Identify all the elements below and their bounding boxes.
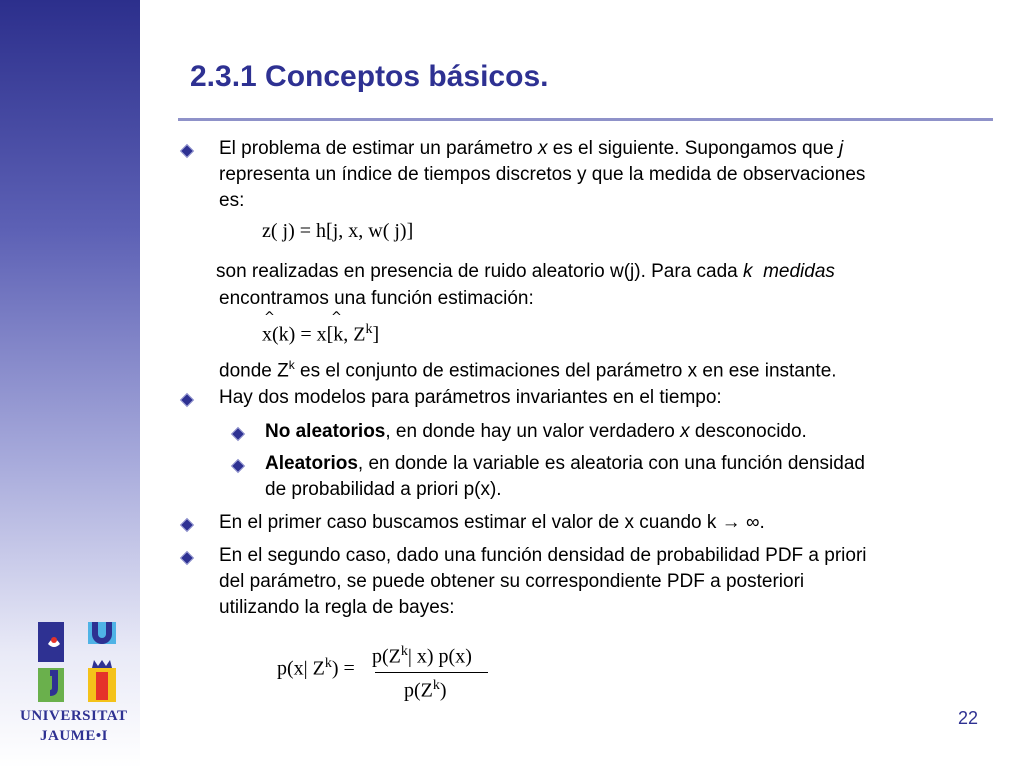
hat-symbol: ^ <box>264 310 275 325</box>
bullet-4-line-1: En el segundo caso, dado una función densidad de probabilidad PDF a priori <box>219 545 867 566</box>
text-medidas: medidas <box>763 261 835 282</box>
university-name-line-2: JAUME•I <box>40 728 108 744</box>
page-number: 22 <box>958 708 979 728</box>
title-divider <box>178 118 993 121</box>
bullet-2-text: Hay dos modelos para parámetros invariantes en el tiempo: <box>219 387 722 408</box>
bullet-diamond-icon <box>180 518 194 532</box>
sub-bullet-diamond-icon <box>231 459 245 473</box>
bullet-diamond-icon <box>180 393 194 407</box>
superscript-k: k <box>288 358 295 372</box>
bayes-lhs-end: ) = <box>331 657 355 680</box>
hat-symbol: ^ <box>331 310 342 325</box>
fraction-bar <box>375 672 488 673</box>
text-segment: es el siguiente. Supongamos que <box>547 138 839 159</box>
superscript-k: k <box>400 644 408 659</box>
slide-title: 2.3.1 Conceptos básicos. <box>190 60 549 93</box>
superscript-k: k <box>365 322 373 337</box>
variable-k: k <box>743 261 753 282</box>
variable-j: j <box>838 138 844 159</box>
variable-x: x <box>680 421 690 442</box>
paragraph-line-2: encontramos una función estimación: <box>219 288 534 309</box>
sub-bullet-1-text <box>265 421 807 443</box>
bayes-lhs <box>277 656 355 681</box>
university-logo-icon <box>30 620 122 706</box>
paragraph-line-1 <box>216 261 835 283</box>
bullet-diamond-icon <box>180 144 194 158</box>
university-name-line-1: UNIVERSITAT <box>20 708 128 724</box>
bullet-diamond-icon <box>180 551 194 565</box>
equation-estimator-right: ] <box>372 323 380 346</box>
superscript-k: k <box>432 678 440 693</box>
equation-estimator-left: x(k) = x[k, Z <box>262 323 366 346</box>
bullet-3-text: En el primer caso buscamos estimar el valor de x cuando k → ∞. <box>219 512 765 533</box>
text-segment: El problema de estimar un parámetro <box>219 138 538 159</box>
superscript-k: k <box>324 656 332 671</box>
equation-measurement: z( j) = h[j, x, w( j)] <box>262 220 414 242</box>
bullet-4-line-2: del parámetro, se puede obtener su correspondiente PDF a posteriori <box>219 571 805 592</box>
bullet-1-line-3: es: <box>219 190 245 211</box>
bayes-lhs-text: p(x| Z <box>277 657 325 680</box>
bayes-num-text: p(Z <box>372 645 401 668</box>
paragraph-line-3 <box>219 354 837 382</box>
variable-x: x <box>537 138 548 159</box>
bullet-1-line-2: representa un índice de tiempos discretos y que la medida de observaciones <box>219 164 866 185</box>
bayes-num-text: | x) p(x) <box>407 645 472 668</box>
text-segment: es el conjunto de estimaciones del parámetro x en ese instante. <box>294 360 837 382</box>
sub-bullet-diamond-icon <box>231 427 245 441</box>
sub-bullet-2-line-2: de probabilidad a priori p(x). <box>265 479 502 500</box>
text-segment: desconocido. <box>689 421 807 442</box>
bayes-numerator <box>372 644 472 669</box>
bullet-4-line-3: utilizando la regla de bayes: <box>219 597 455 618</box>
bullet-1-line-1 <box>219 138 843 160</box>
term-no-aleatorios: No aleatorios <box>265 421 386 442</box>
text-segment: donde Z <box>219 360 289 382</box>
bayes-den-text: ) <box>439 679 447 702</box>
text-segment: , en donde hay un valor verdadero <box>385 421 681 442</box>
bayes-den-text: p(Z <box>404 679 433 702</box>
term-aleatorios: Aleatorios <box>265 453 358 474</box>
equation-estimator <box>262 322 379 347</box>
sub-bullet-2-line-1 <box>265 453 865 475</box>
bayes-denominator <box>404 678 447 703</box>
text-segment: , en donde la variable es aleatoria con una función densidad <box>357 453 865 474</box>
text-segment: son realizadas en presencia de ruido aleatorio w(j). Para cada <box>216 261 744 282</box>
